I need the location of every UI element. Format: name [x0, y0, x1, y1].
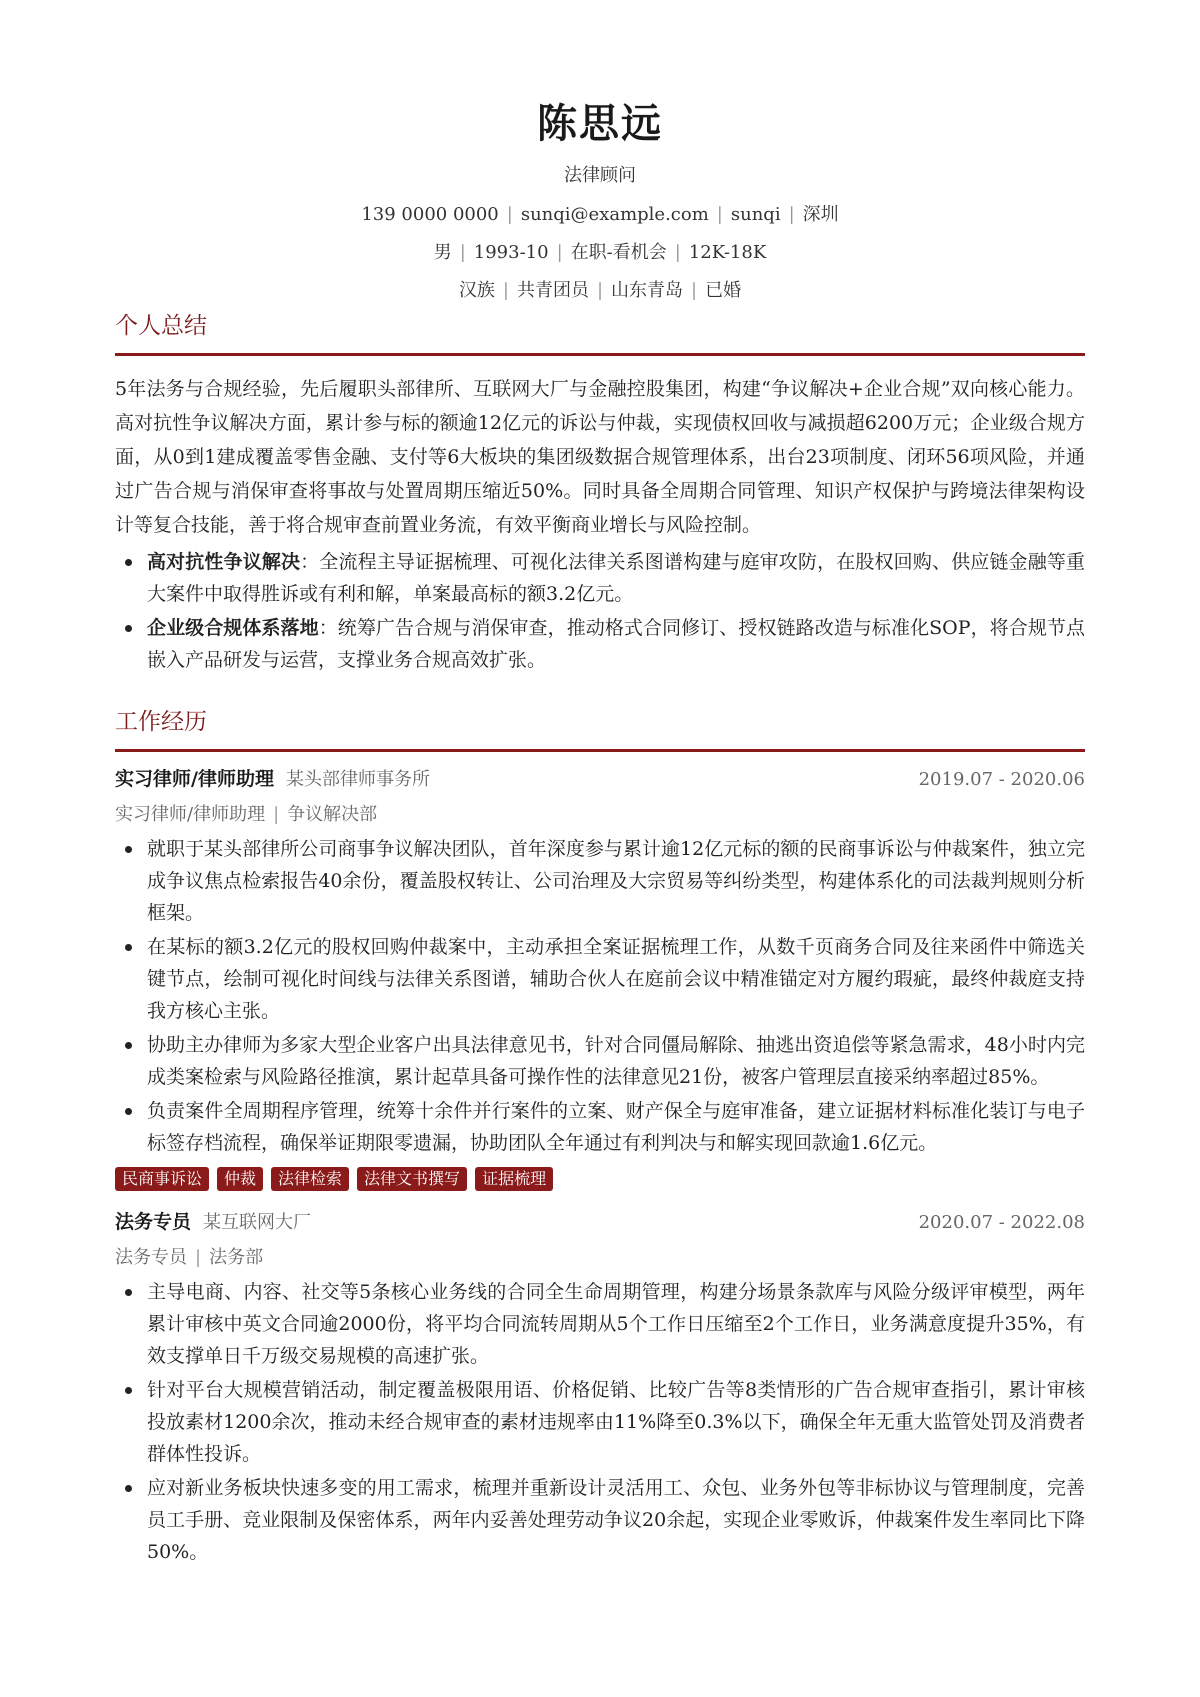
list-item: 应对新业务板块快速多变的用工需求，梳理并重新设计灵活用工、众包、业务外包等非标协议与管理制度，完善员工手册、竞业限制及保密体系，两年内妥善处理劳动争议20余起，实现企业零败诉，仲裁案件发生率同比下降50%。 [115, 1472, 1085, 1568]
hometown: 山东青岛 [611, 280, 684, 301]
separator: | [788, 204, 795, 225]
summary-title: 个人总结 [115, 310, 1085, 356]
skill-tag: 证据梳理 [475, 1167, 553, 1191]
job-department: 争议解决部 [287, 804, 378, 825]
highlight-label: 高对抗性争议解决 [147, 551, 301, 573]
highlight-label: 企业级合规体系落地 [147, 617, 319, 639]
expected-salary: 12K-18K [688, 242, 767, 263]
job-title: 法务专员 [115, 1211, 192, 1233]
city: 深圳 [802, 204, 839, 225]
job-title-group [115, 1207, 311, 1238]
gender: 男 [433, 242, 452, 263]
separator: | [273, 804, 280, 825]
summary-section [115, 310, 1085, 676]
job-title: 实习律师/律师助理 [115, 768, 274, 790]
separator: | [596, 280, 604, 301]
skill-tag: 民商事诉讼 [115, 1167, 209, 1191]
list-item: 在某标的额3.2亿元的股权回购仲裁案中，主动承担全案证据梳理工作，从数千页商务合同及往来函件中筛选关键节点，绘制可视化时间线与法律关系图谱，辅助合伙人在庭前会议中精准锚定对方履约瑕疵，最终仲裁庭支持我方核心主张。 [115, 931, 1085, 1027]
job-header [115, 764, 1085, 795]
birth-date: 1993-10 [473, 242, 549, 263]
list-item: 就职于某头部律所公司商事争议解决团队，首年深度参与累计逾12亿元标的额的民商事诉讼与仲裁案件，独立完成争议焦点检索报告40余份，覆盖股权转让、公司治理及大宗贸易等纠纷类型，构建体系化的司法裁判规则分析框架。 [115, 833, 1085, 929]
skill-tag: 法律检索 [271, 1167, 349, 1191]
separator: | [502, 280, 509, 301]
experience-title: 工作经历 [115, 706, 1085, 752]
email-address: sunqi@example.com [520, 204, 709, 225]
job-company: 某互联网大厂 [203, 1212, 312, 1233]
phone-number: 139 0000 0000 [361, 204, 499, 225]
job-date: 2020.07 - 2022.08 [918, 1212, 1085, 1233]
highlight-text: ：统筹广告合规与消保审查，推动格式合同修订、授权链路改造与标准化SOP，将合规节点嵌入产品研发与运营，支撑业务合规高效扩张。 [147, 617, 1085, 671]
ethnicity: 汉族 [458, 280, 495, 301]
list-item [115, 612, 1085, 676]
experience-section [115, 706, 1085, 1568]
political-status: 共青团员 [516, 280, 589, 301]
skill-tag: 仲裁 [217, 1167, 263, 1191]
separator: | [716, 204, 723, 225]
job-subtitle [115, 1244, 1085, 1272]
summary-highlights [115, 546, 1085, 676]
separator: | [674, 242, 681, 263]
list-item: 负责案件全周期程序管理，统筹十余件并行案件的立案、财产保全与庭审准备，建立证据材料标准化装订与电子标签存档流程，确保举证期限零遗漏，协助团队全年通过有利判决与和解实现回款逾1.6亿元。 [115, 1095, 1085, 1159]
separator: | [691, 280, 698, 301]
personal-info-line [115, 278, 1085, 304]
summary-paragraph: 5年法务与合规经验，先后履职头部律所、互联网大厂与金融控股集团，构建“争议解决+企业合规”双向核心能力。高对抗性争议解决方面，累计参与标的额逾12亿元的诉讼与仲裁，实现债权回收与减损超6200万元；企业级合规方面，从0到1建成覆盖零售金融、支付等6大板块的集团级数据合规管理体系，出台23项制度、闭环56项风险，并通过广告合规与消保审查将事故与处置周期压缩近50%。同时具备全周期合同管理、知识产权保护与跨境法律架构设计等复合技能，善于将合规审查前置业务流，有效平衡商业增长与风险控制。 [115, 378, 1085, 536]
separator: | [195, 1247, 202, 1268]
candidate-name: 陈思远 [537, 100, 663, 147]
candidate-role: 法律顾问 [564, 165, 636, 186]
job-date: 2019.07 - 2020.06 [918, 769, 1085, 790]
job-bullets [115, 833, 1085, 1159]
marital-status: 已婚 [705, 280, 742, 301]
list-item: 协助主办律师为多家大型企业客户出具法律意见书，针对合同僵局解除、抽逃出资追偿等紧急需求，48小时内完成类案检索与风险路径推演，累计起草具备可操作性的法律意见21份，被客户管理层直接采纳率超过85%。 [115, 1029, 1085, 1093]
job-company: 某头部律师事务所 [285, 769, 430, 790]
list-item: 主导电商、内容、社交等5条核心业务线的合同全生命周期管理，构建分场景条款库与风险分级评审模型，两年累计审核中英文合同逾2000份，将平均合同流转周期从5个工作日压缩至2个工作日，业务满意度提升35%，有效支撑单日千万级交易规模的高速扩张。 [115, 1276, 1085, 1372]
job-header [115, 1207, 1085, 1238]
contact-line [115, 202, 1085, 228]
job-bullets [115, 1276, 1085, 1568]
job-position: 法务专员 [115, 1247, 187, 1268]
separator: | [459, 242, 466, 263]
skill-tags [115, 1167, 1085, 1191]
wechat-id: sunqi [730, 204, 781, 225]
job-title-group [115, 764, 430, 795]
resume-header [115, 0, 1085, 304]
skill-tag: 法律文书撰写 [357, 1167, 467, 1191]
basic-info-line [115, 240, 1085, 266]
list-item [115, 546, 1085, 610]
list-item: 针对平台大规模营销活动，制定覆盖极限用语、价格促销、比较广告等8类情形的广告合规审查指引，累计审核投放素材1200余次，推动未经合规审查的素材违规率由11%降至0.3%以下，确保全年无重大监管处罚及消费者群体性投诉。 [115, 1374, 1085, 1470]
job-subtitle [115, 801, 1085, 829]
separator: | [556, 242, 563, 263]
job-position: 实习律师/律师助理 [115, 804, 266, 825]
job-status: 在职-看机会 [570, 242, 667, 263]
job-entry [115, 764, 1085, 1191]
job-entry [115, 1207, 1085, 1568]
job-department: 法务部 [209, 1247, 264, 1268]
highlight-text: ：全流程主导证据梳理、可视化法律关系图谱构建与庭审攻防，在股权回购、供应链金融等重大案件中取得胜诉或有利和解，单案最高标的额3.2亿元。 [147, 551, 1085, 605]
separator: | [506, 204, 513, 225]
